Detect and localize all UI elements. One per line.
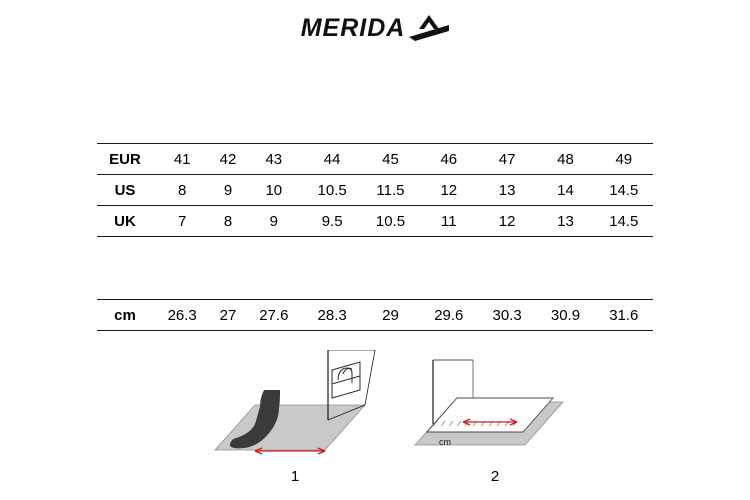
cell: 44 (303, 144, 361, 175)
cell: 47 (478, 144, 536, 175)
cell: 11 (420, 206, 478, 237)
cell: 14.5 (595, 175, 653, 206)
brand-logo (0, 8, 750, 48)
cell: 14.5 (595, 206, 653, 237)
cell: 45 (361, 144, 419, 175)
foot-against-wall-measure-diagram (200, 350, 390, 490)
row-label-uk: UK (97, 206, 153, 237)
cell: 42 (211, 144, 244, 175)
cell: 10.5 (361, 206, 419, 237)
cell: 30.3 (478, 300, 536, 331)
cell: 12 (420, 175, 478, 206)
cell: 26.3 (153, 300, 211, 331)
mountain-chevron-icon (409, 15, 449, 41)
cell: 13 (536, 206, 594, 237)
cell: 13 (478, 175, 536, 206)
size-chart (97, 143, 653, 331)
cell: 46 (420, 144, 478, 175)
table-row (97, 206, 653, 237)
cell: 8 (211, 206, 244, 237)
cell: 30.9 (536, 300, 594, 331)
brand-name: MERIDA (300, 13, 406, 42)
cell: 12 (478, 206, 536, 237)
cell: 43 (245, 144, 303, 175)
table-row (97, 300, 653, 331)
unit-label: cm (439, 437, 451, 447)
cell: 8 (153, 175, 211, 206)
logo-group (301, 15, 450, 41)
cell: 9 (245, 206, 303, 237)
cell: 10 (245, 175, 303, 206)
cell: 41 (153, 144, 211, 175)
cell: 9 (211, 175, 244, 206)
cell: 27 (211, 300, 244, 331)
measurement-instructions (0, 350, 750, 490)
table-row (97, 175, 653, 206)
cell: 28.3 (303, 300, 361, 331)
cell: 11.5 (361, 175, 419, 206)
cell: 48 (536, 144, 594, 175)
row-label-eur: EUR (97, 144, 153, 175)
cell: 7 (153, 206, 211, 237)
cell: 10.5 (303, 175, 361, 206)
row-label-us: US (97, 175, 153, 206)
size-table (97, 143, 653, 331)
cell: 14 (536, 175, 594, 206)
table-divider (97, 237, 653, 268)
cell: 27.6 (245, 300, 303, 331)
table-gap (97, 267, 653, 300)
row-label-cm: cm (97, 300, 153, 331)
cell: 49 (595, 144, 653, 175)
cell: 9.5 (303, 206, 361, 237)
table-row (97, 144, 653, 175)
figure-2-caption: 2 (490, 468, 500, 485)
cell: 29.6 (420, 300, 478, 331)
cell: 31.6 (595, 300, 653, 331)
ruler-measure-diagram (405, 350, 585, 490)
cell: 29 (361, 300, 419, 331)
figure-1-caption: 1 (290, 468, 300, 485)
